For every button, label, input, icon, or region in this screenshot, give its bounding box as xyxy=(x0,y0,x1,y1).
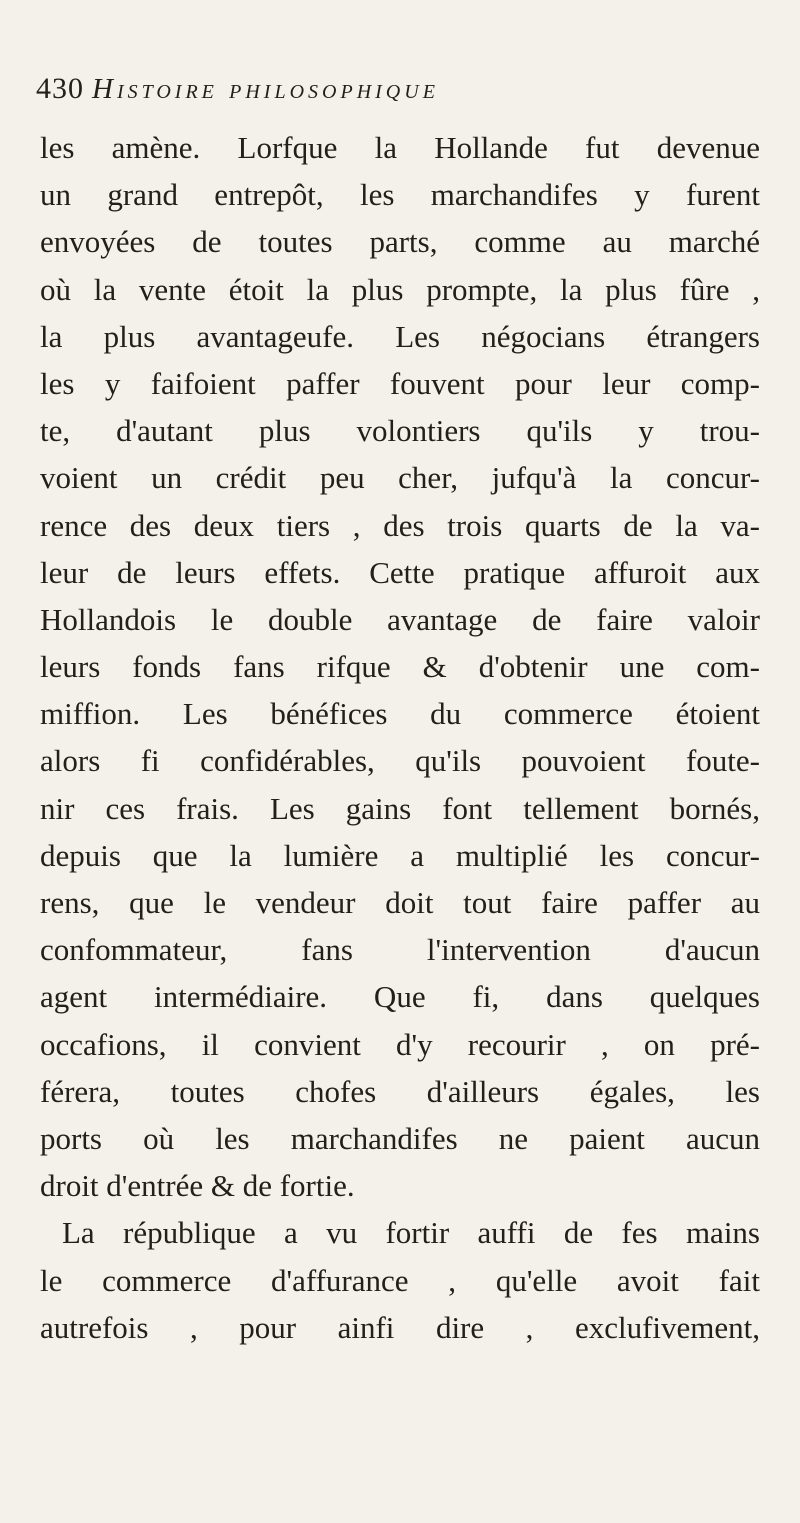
text-line: leurs fonds fans rifque & d'obtenir une com- xyxy=(40,649,760,685)
text-line: voient un crédit peu cher, jufqu'à la concur- xyxy=(40,460,760,496)
body-text xyxy=(40,124,760,1351)
text-line: rence des deux tiers , des trois quarts de la va- xyxy=(40,507,760,543)
text-line: agent intermédiaire. Que fi, dans quelques xyxy=(40,979,760,1015)
text-line: ports où les marchandifes ne paient aucun xyxy=(40,1120,760,1156)
text-line: depuis que la lumière a multiplié les concur- xyxy=(40,837,760,873)
running-title: Histoire philosophique xyxy=(92,73,439,105)
text-line: leur de leurs effets. Cette pratique affuroit aux xyxy=(40,554,760,590)
text-line: Hollandois le double avantage de faire valoir xyxy=(40,601,760,637)
page-number: 430 xyxy=(36,72,84,105)
text-line: les amène. Lorfque la Hollande fut devenue xyxy=(40,130,760,165)
text-line: le commerce d'affurance , qu'elle avoit fait xyxy=(40,1262,760,1298)
text-line: un grand entrepôt, les marchandifes y furent xyxy=(40,177,760,213)
text-line: envoyées de toutes parts, comme au marché xyxy=(40,224,760,260)
text-line: où la vente étoit la plus prompte, la plus fûre , xyxy=(40,271,760,307)
text-line: droit d'entrée & de fortie. xyxy=(40,1168,355,1204)
text-line: te, d'autant plus volontiers qu'ils y trou- xyxy=(40,413,760,449)
text-line: férera, toutes chofes d'ailleurs égales, les xyxy=(40,1073,760,1109)
text-line: miffion. Les bénéfices du commerce étoient xyxy=(40,696,760,732)
text-line: la plus avantageufe. Les négocians étrangers xyxy=(40,318,760,354)
text-line: autrefois , pour ainfi dire , exclufivement, xyxy=(40,1309,760,1345)
text-line: occafions, il convient d'y recourir , on pré- xyxy=(40,1026,760,1062)
text-line: alors fi confidérables, qu'ils pouvoient foute- xyxy=(40,743,760,779)
text-line: les y faifoient paffer fouvent pour leur comp- xyxy=(40,365,760,401)
page-header xyxy=(36,72,756,118)
text-line: confommateur, fans l'intervention d'aucun xyxy=(40,932,760,968)
text-line: La république a vu fortir auffi de fes mains xyxy=(62,1215,760,1251)
text-line: rens, que le vendeur doit tout faire paffer au xyxy=(40,885,760,920)
text-line: nir ces frais. Les gains font tellement bornés, xyxy=(40,790,760,826)
